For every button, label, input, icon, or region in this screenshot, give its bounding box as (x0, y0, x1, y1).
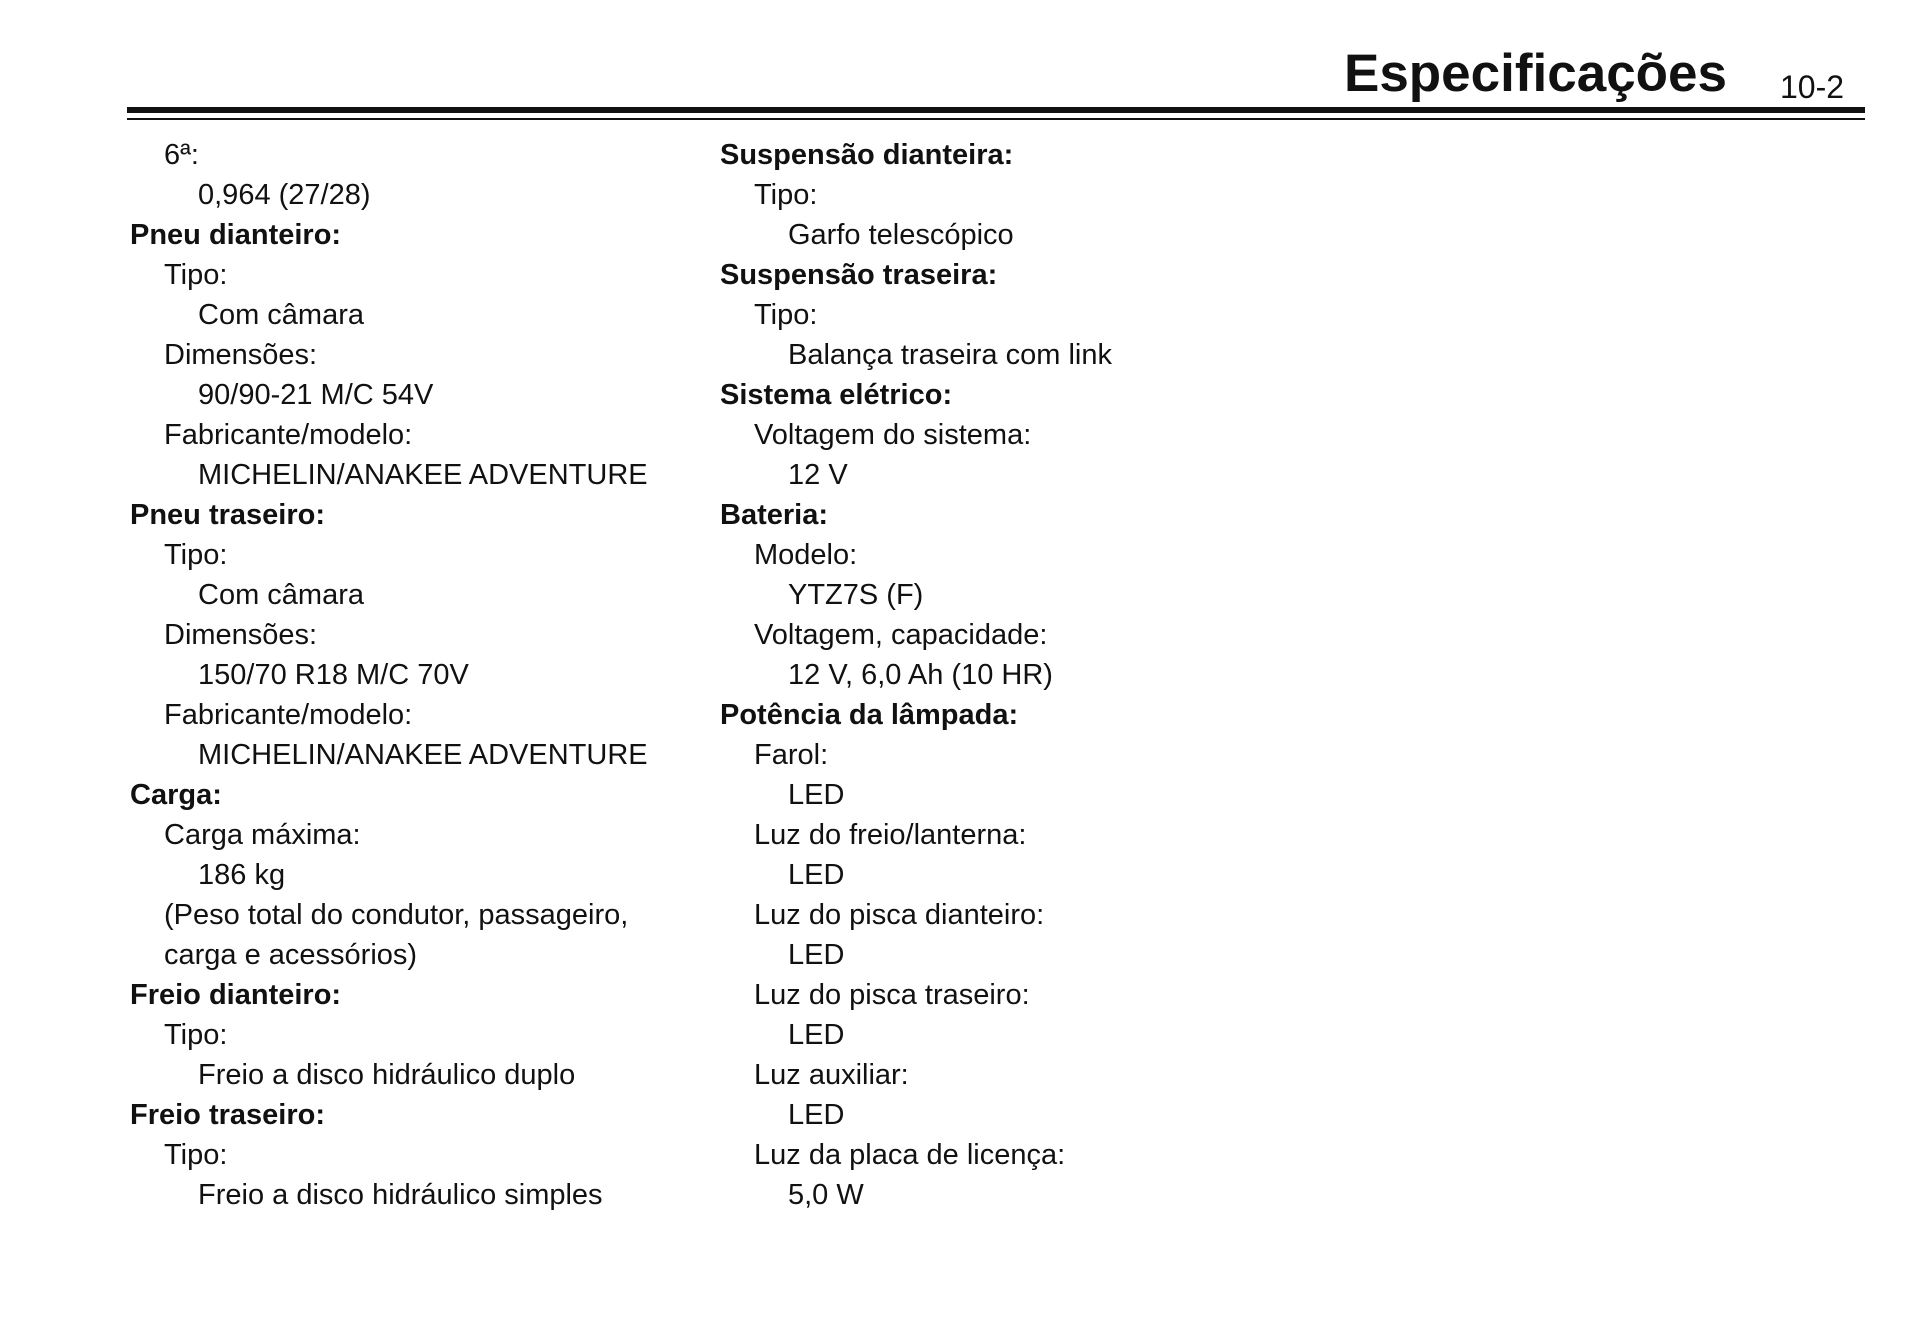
spec-label: Tipo: (164, 1139, 228, 1171)
spec-label: Modelo: (754, 539, 858, 571)
spec-value: YTZ7S (F) (788, 579, 924, 611)
spec-section-heading: Sistema elétrico: (720, 379, 953, 411)
spec-label: carga e acessórios) (164, 939, 418, 971)
spec-label: Carga máxima: (164, 819, 361, 851)
spec-column-right (720, 135, 1320, 1215)
spec-label: Voltagem do sistema: (754, 419, 1032, 451)
spec-section-heading: Pneu dianteiro: (130, 219, 342, 251)
spec-section-heading: Suspensão dianteira: (720, 139, 1014, 171)
spec-label: Tipo: (164, 259, 228, 291)
spec-value: LED (788, 939, 845, 971)
spec-value: MICHELIN/ANAKEE ADVENTURE (198, 459, 648, 491)
spec-value: 90/90-21 M/C 54V (198, 379, 434, 411)
spec-label: Luz do pisca dianteiro: (754, 899, 1045, 931)
spec-label: Dimensões: (164, 619, 318, 651)
spec-label: Luz do freio/lanterna: (754, 819, 1027, 851)
spec-label: Dimensões: (164, 339, 318, 371)
spec-value: Freio a disco hidráulico simples (198, 1179, 603, 1211)
page-title: Especificações (1343, 44, 1727, 103)
spec-value: LED (788, 1019, 845, 1051)
spec-value: Balança traseira com link (788, 339, 1112, 371)
spec-label: 6ª: (164, 139, 199, 171)
spec-value: 0,964 (27/28) (198, 179, 371, 211)
spec-value: 12 V (788, 459, 848, 491)
spec-section-heading: Freio dianteiro: (130, 979, 342, 1011)
spec-value: Garfo telescópico (788, 219, 1014, 251)
spec-label: Luz auxiliar: (754, 1059, 909, 1091)
spec-label: Tipo: (164, 1019, 228, 1051)
spec-value: LED (788, 859, 845, 891)
spec-section-heading: Bateria: (720, 499, 828, 531)
spec-value: Com câmara (198, 579, 364, 611)
spec-label: Fabricante/modelo: (164, 419, 413, 451)
spec-section-heading: Pneu traseiro: (130, 499, 325, 531)
spec-label: Luz do pisca traseiro: (754, 979, 1030, 1011)
spec-section-heading: Potência da lâmpada: (720, 699, 1019, 731)
page-number: 10-2 (1780, 69, 1845, 105)
spec-value: Com câmara (198, 299, 364, 331)
spec-label: Tipo: (754, 299, 818, 331)
header-rule-thin (127, 118, 1865, 120)
spec-value: MICHELIN/ANAKEE ADVENTURE (198, 739, 648, 771)
spec-value: LED (788, 779, 845, 811)
spec-value: Freio a disco hidráulico duplo (198, 1059, 576, 1091)
spec-label: Fabricante/modelo: (164, 699, 413, 731)
spec-value: 150/70 R18 M/C 70V (198, 659, 469, 691)
spec-label: Voltagem, capacidade: (754, 619, 1048, 651)
spec-value: 5,0 W (788, 1179, 864, 1211)
spec-value: 12 V, 6,0 Ah (10 HR) (788, 659, 1053, 691)
spec-label: Tipo: (164, 539, 228, 571)
spec-column-left (130, 135, 690, 1215)
spec-section-heading: Carga: (130, 779, 222, 811)
header-rule-thick (127, 107, 1865, 113)
spec-section-heading: Suspensão traseira: (720, 259, 998, 291)
spec-value: 186 kg (198, 859, 286, 891)
spec-section-heading: Freio traseiro: (130, 1099, 325, 1131)
spec-label: (Peso total do condutor, passageiro, (164, 899, 629, 931)
spec-value: LED (788, 1099, 845, 1131)
spec-label: Luz da placa de licença: (754, 1139, 1066, 1171)
spec-label: Tipo: (754, 179, 818, 211)
spec-label: Farol: (754, 739, 829, 771)
